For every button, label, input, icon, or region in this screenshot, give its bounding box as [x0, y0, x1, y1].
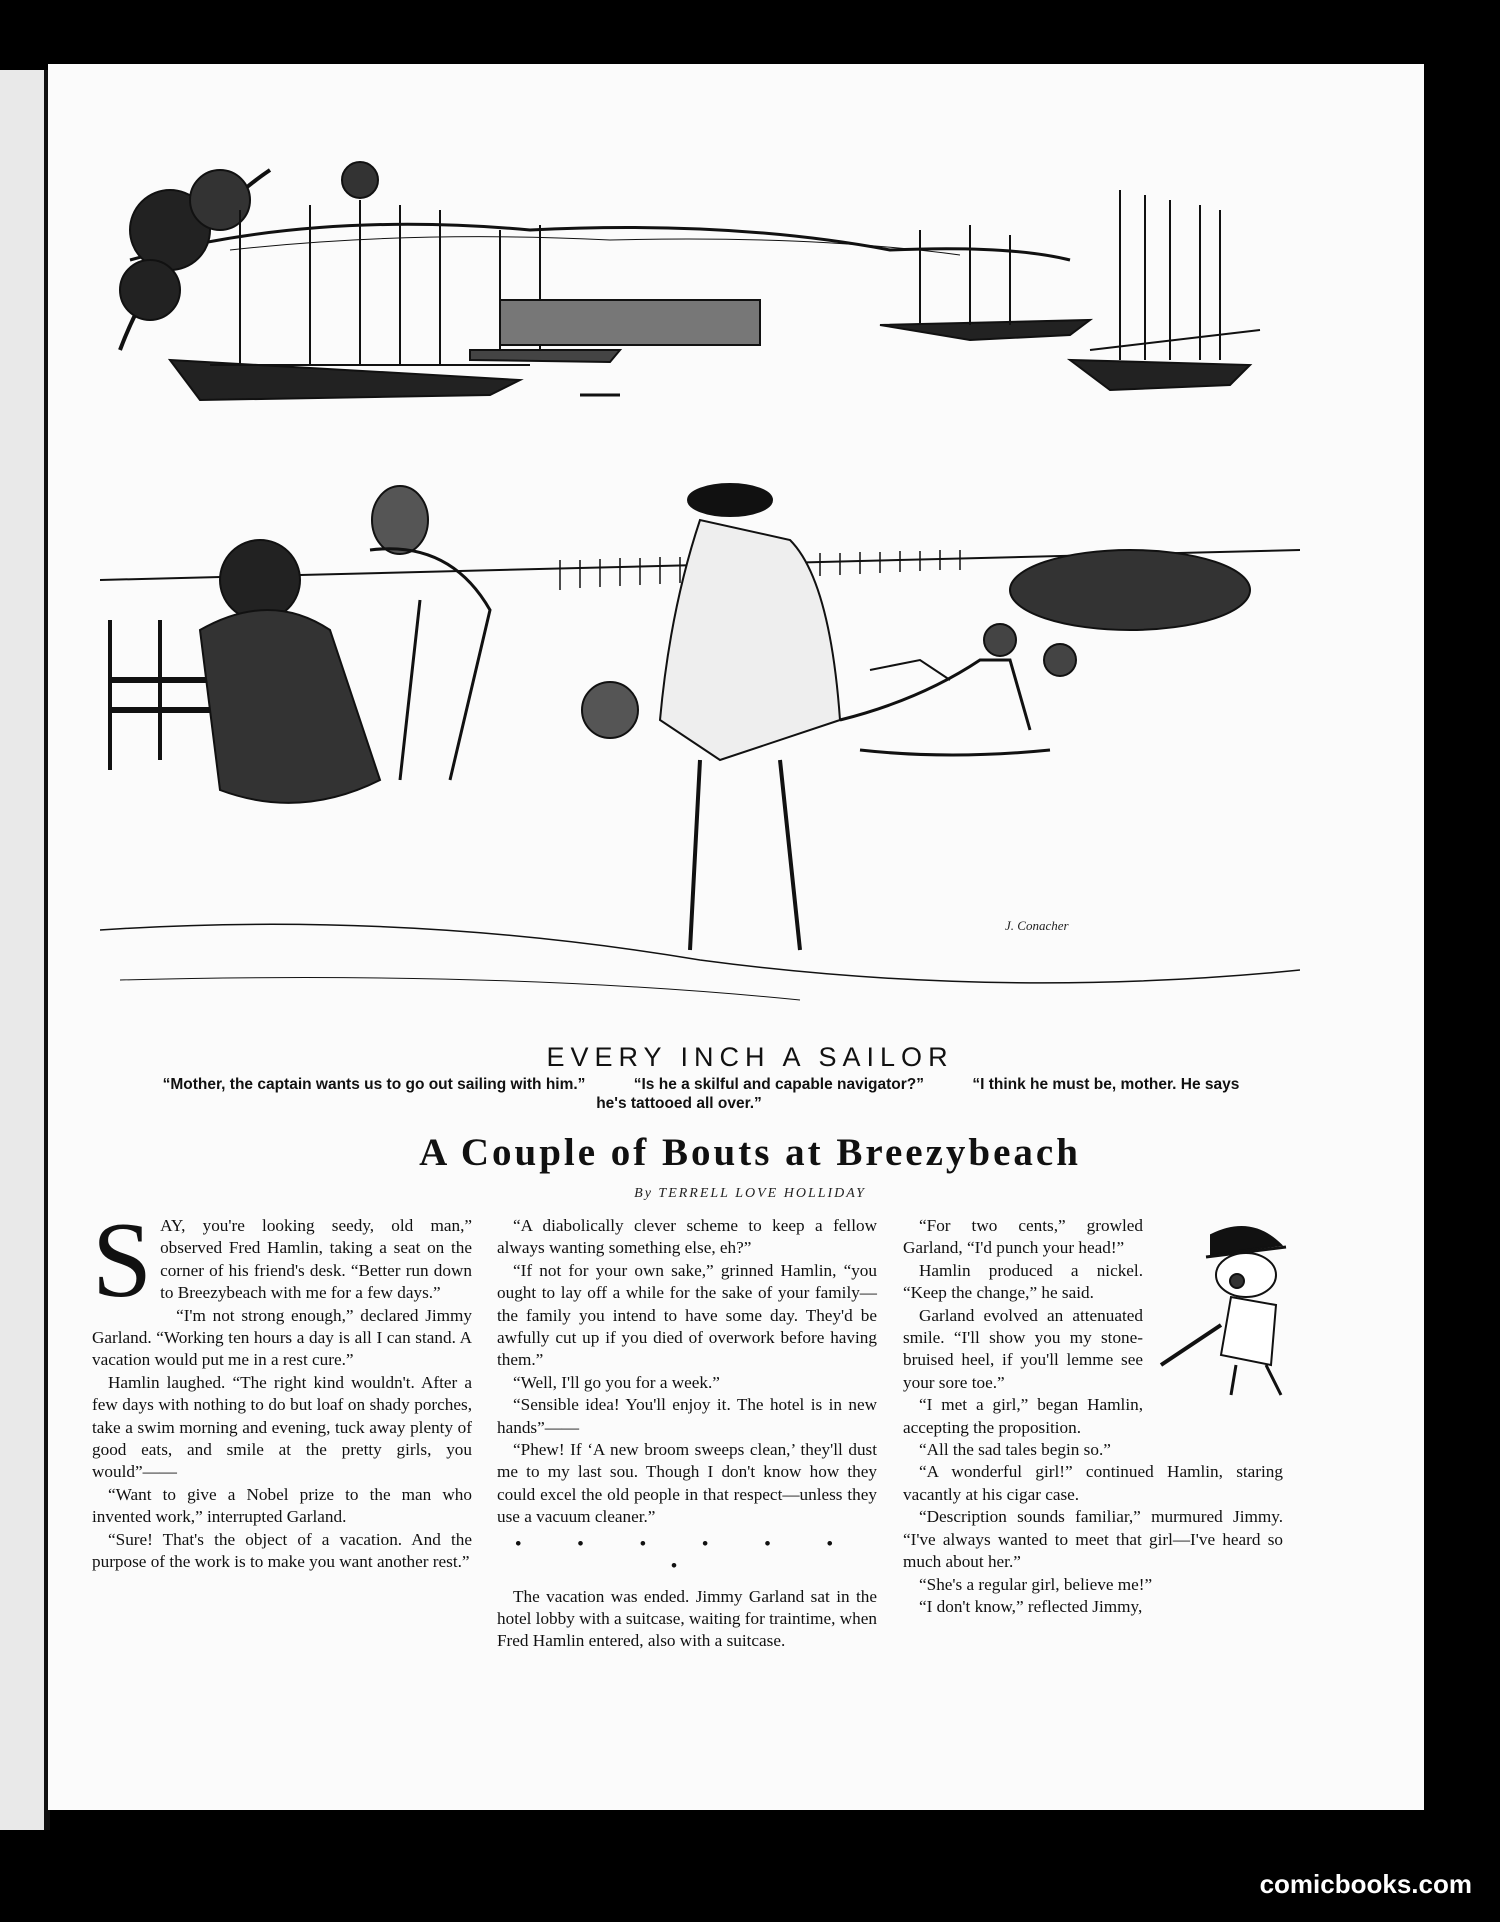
section-break: • • • • • • •: [515, 1533, 859, 1576]
dialogue-line-1: “Mother, the captain wants us to go out sailing with him.”: [162, 1076, 586, 1093]
paragraph: Hamlin produced a nickel. “Keep the change,” he said.: [903, 1260, 1143, 1303]
paragraph: “She's a regular girl, believe me!”: [919, 1574, 1153, 1594]
article-byline: By TERRELL LOVE HOLLIDAY: [634, 1186, 866, 1201]
paragraph: “For two cents,” growled Garland, “I'd punch your head!”: [903, 1216, 1143, 1258]
paragraph: The vacation was ended. Jimmy Garland sat in the hotel lobby with a suitcase, waiting for traintime, when Fred Hamlin entered, also with a suitcase.: [497, 1586, 877, 1651]
drop-cap: S: [92, 1201, 153, 1320]
site-watermark: comicbooks.com: [1259, 1869, 1472, 1899]
paragraph: “I'm not strong enough,” declared Jimmy Garland. “Working ten hours a day is all I can stand. A vacation would put me in a rest cure.”: [92, 1305, 472, 1370]
article-column-1: [92, 1201, 472, 1574]
paragraph: Hamlin laughed. “The right kind wouldn't. After a few days with nothing to do but loaf on shady porches, take a swim morning and evening, tuck away plenty of good eats, and smile at the pretty girls, you would”——: [92, 1372, 472, 1482]
paragraph: Garland evolved an attenuated smile. “I'll show you my stone-bruised heel, if you'll lemme see your sore toe.”: [903, 1305, 1143, 1392]
article-column-2: [497, 1215, 877, 1653]
paragraph: “Want to give a Nobel prize to the man who invented work,” interrupted Garland.: [92, 1484, 472, 1527]
paragraph: “A wonderful girl!” continued Hamlin, staring vacantly at his cigar case.: [903, 1462, 1283, 1504]
paragraph: “Well, I'll go you for a week.”: [513, 1372, 720, 1392]
paragraph: AY, you're looking seedy, old man,” observed Fred Hamlin, taking a seat on the corner of his friend's desk. “Better run down to Breezybeach with me for a few days.”: [160, 1216, 472, 1303]
artist-signature: J. Conacher: [1005, 918, 1069, 933]
paragraph: “Description sounds familiar,” murmured Jimmy. “I've always wanted to meet that girl—I've heard so much about her.”: [903, 1507, 1283, 1572]
paragraph: “I met a girl,” began Hamlin, accepting the proposition.: [903, 1395, 1143, 1437]
article-column-3: [903, 1215, 1283, 1618]
paragraph: “All the sad tales begin so.”: [919, 1440, 1111, 1460]
paragraph: “Phew! If ‘A new broom sweeps clean,’ they'll dust me to my last sou. Though I don't know how they could excel the old people in that respect—unless they use a vacuum cleaner.”: [497, 1440, 877, 1527]
illustration-dialogue: [140, 1075, 1240, 1113]
paragraph: “A diabolically clever scheme to keep a fellow always wanting something else, eh?”: [497, 1216, 877, 1258]
paragraph: “Sure! That's the object of a vacation. And the purpose of the work is to make you want another rest.”: [92, 1529, 472, 1572]
article-title: A Couple of Bouts at Breezybeach: [419, 1131, 1081, 1174]
dialogue-line-2: “Is he a skilful and capable navigator?”: [633, 1076, 925, 1093]
boxer-cartoon-figure: [1151, 1215, 1301, 1401]
paragraph: “Sensible idea! You'll enjoy it. The hotel is in new hands”——: [497, 1395, 877, 1437]
page-gutter: [0, 70, 50, 1830]
dialogue-line-3: “I think he must be, mother. He says he's tattooed all over.”: [596, 1076, 1240, 1112]
harbor-illustration: [110, 150, 1280, 430]
paragraph: “If not for your own sake,” grinned Hamlin, “you ought to lay off a while for the sake of your family—the family you intend to have some day. They'd be awfully cut up if you died of overwork before having them.”: [497, 1260, 877, 1370]
park-scene-illustration: [100, 460, 1300, 1030]
paragraph: “I don't know,” reflected Jimmy,: [919, 1596, 1143, 1616]
illustration-caption-title: EVERY INCH A SAILOR: [546, 1042, 954, 1072]
